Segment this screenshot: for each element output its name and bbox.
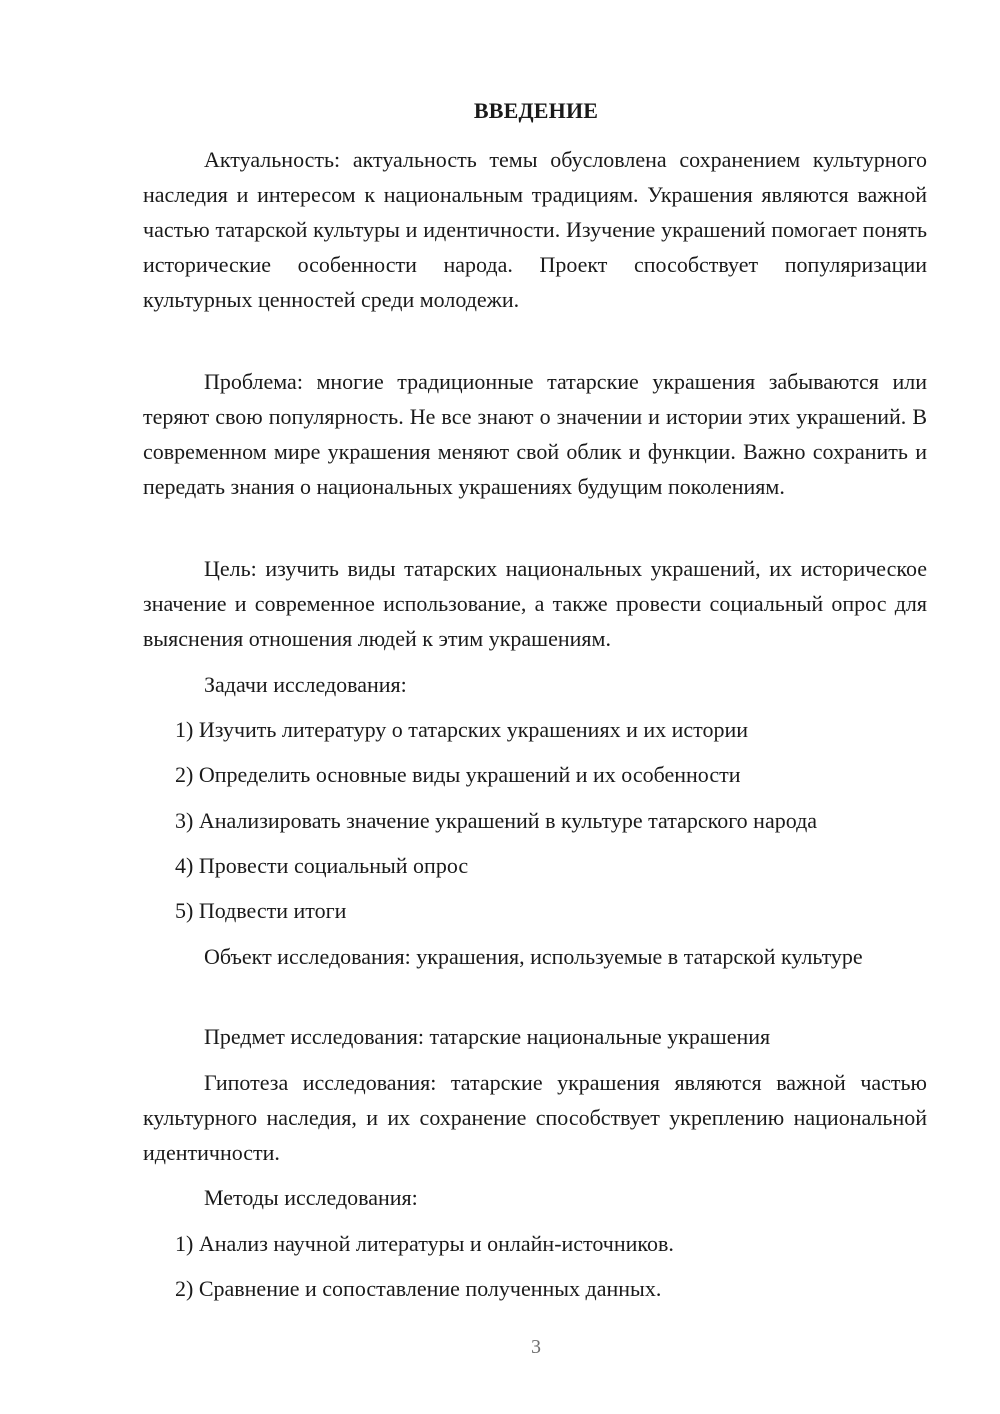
- object-paragraph: Объект исследования: украшения, используемые в татарской культуре: [204, 944, 863, 969]
- tasks-heading: Задачи исследования:: [204, 672, 407, 697]
- page-title: ВВЕДЕНИЕ: [473, 98, 599, 123]
- task-item: 1) Изучить литературу о татарских украшениях и их истории: [175, 717, 749, 742]
- task-item: 3) Анализировать значение украшений в культуре татарского народа: [175, 808, 818, 833]
- method-item: 2) Сравнение и сопоставление полученных данных.: [175, 1276, 662, 1301]
- hypothesis-paragraph: Гипотеза исследования: татарские украшения являются важной частью культурного наследия, и их сохранение способствует укреплению национальной идентичности.: [143, 1070, 927, 1165]
- subject-line: Предмет исследования: татарские национальные украшения: [204, 1024, 771, 1049]
- relevance-paragraph: Актуальность: актуальность темы обусловлена сохранением культурного наследия и интересом к национальным традициям. Украшения являются важной частью татарской культуры и идентичности. Изучение украшений помогает понять исторические особенности народа. Проект способствует популяризации культурных ценностей среди молодежи.: [143, 147, 927, 312]
- problem-paragraph: Проблема: многие традиционные татарские украшения забываются или теряют свою популярность. Не все знают о значении и истории этих украшений. В современном мире украшения меняют свой облик и функции. Важно сохранить и передать знания о национальных украшениях будущим поколениям.: [143, 369, 927, 499]
- goal-paragraph: Цель: изучить виды татарских национальных украшений, их историческое значение и современное использование, а также провести социальный опрос для выяснения отношения людей к этим украшениям.: [143, 556, 927, 651]
- page-number: 3: [531, 1336, 541, 1358]
- method-item: 1) Анализ научной литературы и онлайн-источников.: [175, 1231, 674, 1256]
- task-item: 4) Провести социальный опрос: [175, 853, 469, 878]
- task-item: 5) Подвести итоги: [175, 898, 347, 923]
- methods-heading: Методы исследования:: [204, 1185, 418, 1210]
- task-item: 2) Определить основные виды украшений и их особенности: [175, 762, 741, 787]
